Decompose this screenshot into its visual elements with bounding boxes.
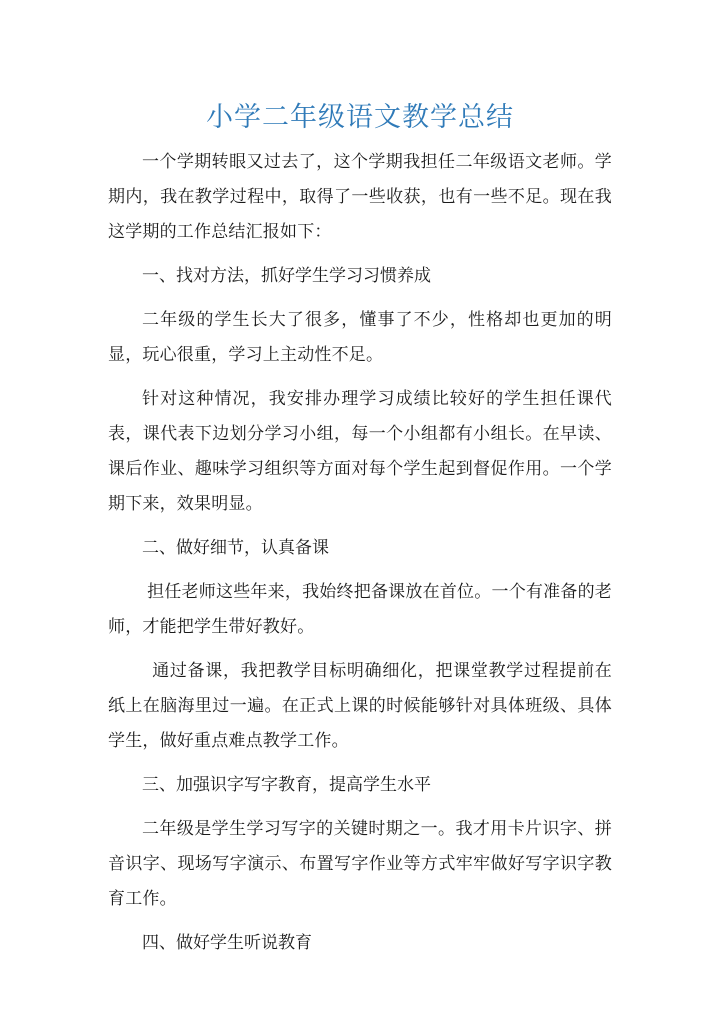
- paragraph: 二年级的学生长大了很多，懂事了不少，性格却也更加的明显，玩心很重，学习上主动性不足。: [108, 310, 612, 365]
- section-heading-1: 一、找对方法，抓好学生学习习惯养成: [142, 266, 431, 286]
- document-title: 小学二年级语文教学总结: [206, 102, 514, 133]
- section-heading-3: 三、加强识字写字教育，提高学生水平: [142, 775, 431, 795]
- paragraph-intro: 一个学期转眼又过去了，这个学期我担任二年级语文老师。学期内，我在教学过程中，取得了一些收获，也有一些不足。现在我这学期的工作总结汇报如下：: [108, 152, 612, 242]
- paragraph: 二年级是学生学习写字的关键时期之一。我才用卡片识字、拼音识字、现场写字演示、布置写字作业等方式牢牢做好写字识字教育工作。: [108, 819, 612, 909]
- paragraph: 担任老师这些年来，我始终把备课放在首位。一个有准备的老师，才能把学生带好教好。: [108, 582, 612, 637]
- paragraph: 针对这种情况，我安排办理学习成绩比较好的学生担任课代表，课代表下边划分学习小组，每一个小组都有小组长。在早读、课后作业、趣味学习组织等方面对每个学生起到督促作用。一个学期下来，效果明显。: [108, 389, 612, 514]
- section-heading-2: 二、做好细节，认真备课: [142, 538, 329, 558]
- document-body: [108, 145, 612, 970]
- document-page: [108, 0, 612, 1017]
- paragraph: 通过备课，我把教学目标明确细化，把课堂教学过程提前在纸上在脑海里过一遍。在正式上课的时候能够针对具体班级、具体学生，做好重点难点教学工作。: [108, 661, 612, 751]
- section-heading-4: 四、做好学生听说教育: [142, 933, 312, 953]
